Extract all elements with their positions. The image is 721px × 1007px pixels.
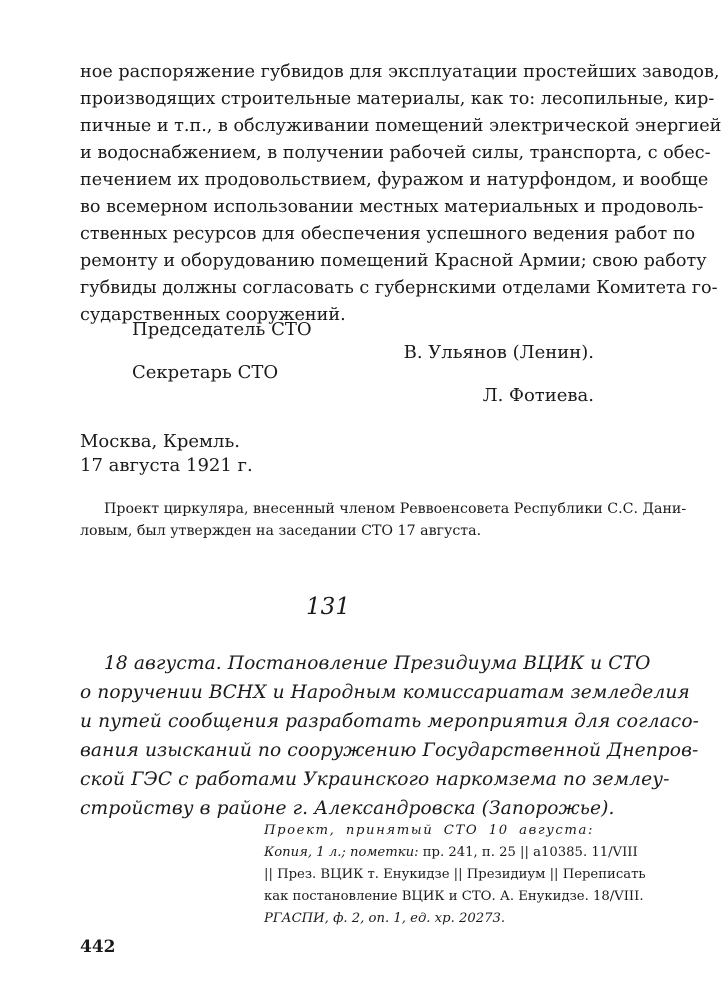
heading-line: стройству в районе г. Александровска (Запорожье). — [80, 798, 615, 819]
archive-line — [264, 842, 638, 864]
archive-line: || През. ВЦИК т. Енукидзе || Президиум || Переписать — [264, 867, 646, 882]
archive-marks: пр. 241, п. 25 || а10385. 11/VIII — [418, 845, 638, 860]
footnote-line: ловым, был утвержден на заседании СТО 17 августа. — [80, 523, 482, 539]
body-line: и водоснабжением, в получении рабочей силы, транспорта, с обес- — [80, 143, 711, 163]
page-number: 442 — [80, 937, 116, 957]
secretary-name: Л. Фотиева. — [482, 385, 594, 406]
secretary-title: Секретарь СТО — [132, 362, 279, 383]
archive-line: РГАСПИ, ф. 2, оп. 1, ед. хр. 20273. — [264, 911, 506, 926]
body-line: производящих строительные материалы, как то: лесопильные, кир- — [80, 89, 715, 109]
heading-line: о поручении ВСНХ и Народным комиссариатам земледелия — [80, 682, 690, 703]
heading-line: и путей сообщения разработать мероприятия для согласо- — [80, 711, 699, 732]
archive-note — [264, 820, 646, 930]
chairman-title: Председатель СТО — [132, 319, 312, 340]
chairman-name: В. Ульянов (Ленин). — [403, 342, 594, 363]
archive-copy-label: Копия, 1 л.; пометки: — [264, 845, 419, 860]
heading-line: 18 августа. Постановление Президиума ВЦИК и СТО — [104, 653, 651, 674]
heading-line: ской ГЭС с работами Украинского наркомзема по землеу- — [80, 769, 670, 790]
body-line: во всемерном использовании местных материальных и продоволь- — [80, 197, 704, 217]
place: Москва, Кремль. — [80, 431, 240, 452]
body-line: губвиды должны согласовать с губернскими отделами Комитета го- — [80, 278, 718, 298]
document-number: 131 — [306, 594, 350, 620]
document-heading — [80, 649, 699, 823]
heading-line: вания изысканий по сооружению Государственной Днепров- — [80, 740, 699, 761]
body-line: ремонту и оборудованию помещений Красной Армии; свою работу — [80, 251, 707, 271]
body-line: пичные и т.п., в обслуживании помещений электрической энергией — [80, 116, 721, 136]
footnote — [80, 498, 687, 542]
body-paragraph — [80, 59, 721, 329]
archive-line: как постановление ВЦИК и СТО. А. Енукидзе. 18/VIII. — [264, 889, 644, 904]
body-line: сударственных сооружений. — [80, 305, 346, 325]
archive-line: Проект, принятый СТО 10 августа: — [264, 823, 594, 838]
body-line: печением их продовольствием, фуражом и натурфондом, и вообще — [80, 170, 709, 190]
body-line: ственных ресурсов для обеспечения успешного ведения работ по — [80, 224, 696, 244]
date: 17 августа 1921 г. — [80, 455, 253, 476]
footnote-line: Проект циркуляра, внесенный членом Реввоенсовета Республики С.С. Дани- — [104, 501, 687, 517]
body-line: ное распоряжение губвидов для эксплуатации простейших заводов, — [80, 62, 720, 82]
